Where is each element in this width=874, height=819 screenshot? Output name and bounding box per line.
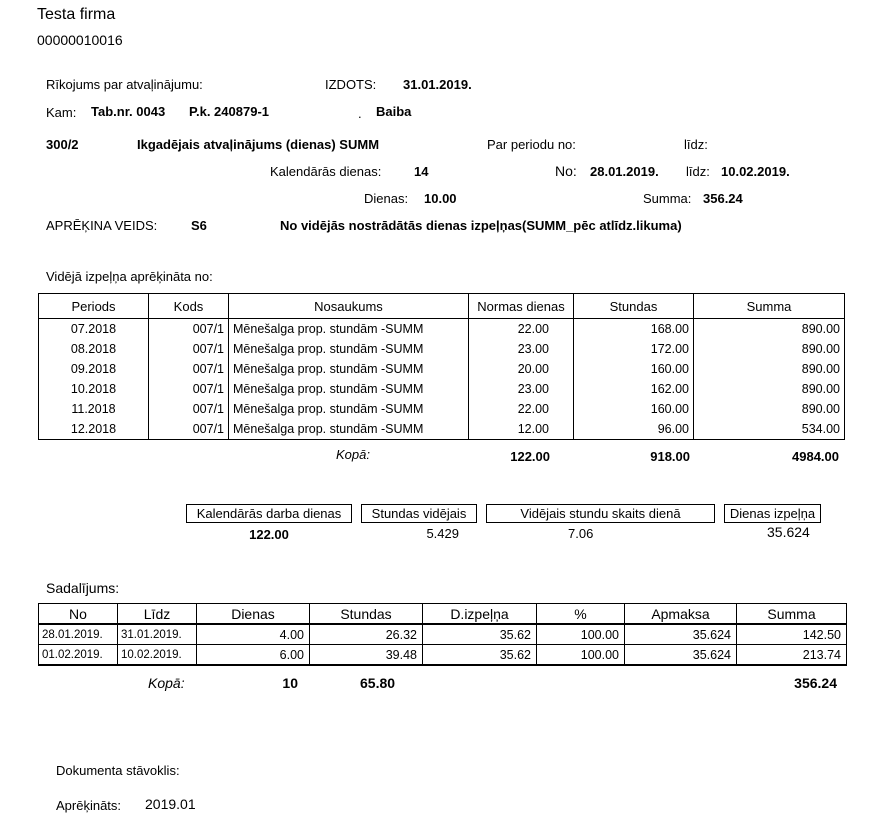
avg-hours-label: Stundas vidējais (361, 504, 477, 523)
avg-earnings-table (38, 293, 845, 440)
col-lidz: Līdz (118, 604, 197, 625)
row-hours: 168.00 (574, 319, 694, 340)
row-norm-days: 20.00 (469, 359, 574, 379)
order-label: Rīkojums par atvaļinājumu: (46, 77, 203, 92)
employee-name: Baiba (376, 104, 412, 119)
from-label: No: (555, 163, 577, 179)
row-hours: 160.00 (574, 359, 694, 379)
table-row (39, 624, 847, 645)
distribution-header (39, 604, 847, 625)
row-sum: 213.74 (737, 645, 847, 666)
calendar-work-days-label: Kalendārās darba dienas (186, 504, 352, 523)
until-date: 10.02.2019. (721, 164, 790, 179)
row-norm-days: 23.00 (469, 379, 574, 399)
row-name: Mēnešalga prop. stundām -SUMM (229, 379, 469, 399)
row-code: 007/1 (149, 319, 229, 340)
company-code: 00000010016 (37, 32, 123, 48)
row-period: 07.2018 (39, 319, 149, 340)
document-status-label: Dokumenta stāvoklis: (56, 763, 180, 778)
period-until-label: līdz: (684, 137, 708, 152)
avg-hours: 5.429 (426, 526, 459, 541)
row-norm-days: 22.00 (469, 319, 574, 340)
table-row (39, 399, 845, 419)
distribution-title: Sadalījums: (46, 580, 120, 596)
avg-total-days: 122.00 (510, 449, 550, 464)
avg-table-header (39, 294, 845, 319)
row-to: 31.01.2019. (118, 624, 197, 645)
row-daily-earnings: 35.62 (423, 624, 537, 645)
issued-label: IZDOTS: (325, 77, 377, 92)
row-norm-days: 12.00 (469, 419, 574, 440)
table-row (39, 419, 845, 440)
sum-label: Summa: (643, 191, 692, 206)
sum-value: 356.24 (703, 191, 743, 206)
row-hours: 39.48 (310, 645, 423, 666)
row-period: 09.2018 (39, 359, 149, 379)
col-periods: Periods (39, 294, 149, 319)
row-hours: 160.00 (574, 399, 694, 419)
table-row (39, 339, 845, 359)
row-daily-earnings: 35.62 (423, 645, 537, 666)
row-sum: 890.00 (694, 339, 845, 359)
leave-code: 300/2 (46, 137, 79, 152)
distribution-total-label: Kopā: (148, 675, 185, 691)
col-d-izpelna: D.izpeļņa (423, 604, 537, 625)
calc-description: No vidējās nostrādātās dienas izpeļņas(SUMM_pēc atlīdz.likuma) (280, 218, 682, 233)
col-nosaukums: Nosaukums (229, 294, 469, 319)
col-stundas: Stundas (310, 604, 423, 625)
row-name: Mēnešalga prop. stundām -SUMM (229, 319, 469, 340)
row-code: 007/1 (149, 399, 229, 419)
col-dienas: Dienas (197, 604, 310, 625)
row-percent: 100.00 (537, 645, 625, 666)
issued-date: 31.01.2019. (403, 77, 472, 92)
row-sum: 890.00 (694, 399, 845, 419)
row-sum: 890.00 (694, 359, 845, 379)
separator-dot: . (358, 106, 362, 121)
calendar-days: 14 (414, 164, 429, 179)
row-period: 11.2018 (39, 399, 149, 419)
distribution-total-hours: 65.80 (360, 675, 396, 691)
row-name: Mēnešalga prop. stundām -SUMM (229, 399, 469, 419)
row-code: 007/1 (149, 419, 229, 440)
row-period: 08.2018 (39, 339, 149, 359)
row-sum: 142.50 (737, 624, 847, 645)
row-code: 007/1 (149, 359, 229, 379)
tab-nr: Tab.nr. 0043 (91, 104, 166, 119)
row-hours: 172.00 (574, 339, 694, 359)
row-period: 12.2018 (39, 419, 149, 440)
row-to: 10.02.2019. (118, 645, 197, 666)
calc-code: S6 (191, 218, 207, 233)
row-from: 01.02.2019. (39, 645, 118, 666)
table-row (39, 379, 845, 399)
daily-earnings-label: Dienas izpeļņa (724, 504, 821, 523)
calendar-work-days: 122.00 (249, 527, 289, 542)
row-sum: 890.00 (694, 379, 845, 399)
row-days: 4.00 (197, 624, 310, 645)
row-sum: 534.00 (694, 419, 845, 440)
col-stundas: Stundas (574, 294, 694, 319)
calc-type-label: APRĒĶINA VEIDS: (46, 218, 158, 233)
col-summa: Summa (694, 294, 845, 319)
avg-hours-per-day-label: Vidējais stundu skaits dienā (486, 504, 715, 523)
distribution-table (38, 603, 847, 666)
row-payment: 35.624 (625, 624, 737, 645)
row-code: 007/1 (149, 379, 229, 399)
calculated-label: Aprēķināts: (56, 798, 122, 813)
row-period: 10.2018 (39, 379, 149, 399)
from-date: 28.01.2019. (590, 164, 659, 179)
row-hours: 96.00 (574, 419, 694, 440)
daily-earnings: 35.624 (767, 524, 810, 540)
avg-hours-per-day: 7.06 (568, 526, 594, 541)
distribution-total-days: 10 (282, 675, 298, 691)
row-days: 6.00 (197, 645, 310, 666)
days-label: Dienas: (364, 191, 409, 206)
row-name: Mēnešalga prop. stundām -SUMM (229, 359, 469, 379)
avg-total-sum: 4984.00 (792, 449, 839, 464)
row-payment: 35.624 (625, 645, 737, 666)
avg-title: Vidējā izpeļņa aprēķināta no: (46, 269, 213, 284)
col-no: No (39, 604, 118, 625)
calendar-days-label: Kalendārās dienas: (270, 164, 382, 179)
to-label: Kam: (46, 105, 77, 120)
row-name: Mēnešalga prop. stundām -SUMM (229, 339, 469, 359)
col-normas-dienas: Normas dienas (469, 294, 574, 319)
row-norm-days: 23.00 (469, 339, 574, 359)
row-name: Mēnešalga prop. stundām -SUMM (229, 419, 469, 440)
period-label: Par periodu no: (487, 137, 576, 152)
row-percent: 100.00 (537, 624, 625, 645)
row-sum: 890.00 (694, 319, 845, 340)
table-row (39, 319, 845, 340)
col-kods: Kods (149, 294, 229, 319)
row-from: 28.01.2019. (39, 624, 118, 645)
col-summa: Summa (737, 604, 847, 625)
row-code: 007/1 (149, 339, 229, 359)
table-row (39, 359, 845, 379)
leave-type: Ikgadējais atvaļinājums (dienas) SUMM (137, 137, 380, 152)
days-value: 10.00 (424, 191, 457, 206)
avg-total-label: Kopā: (336, 447, 370, 462)
calculated-value: 2019.01 (145, 796, 196, 812)
row-hours: 26.32 (310, 624, 423, 645)
personal-code: P.k. 240879-1 (189, 104, 269, 119)
col-percent: % (537, 604, 625, 625)
distribution-total-sum: 356.24 (794, 675, 837, 691)
row-hours: 162.00 (574, 379, 694, 399)
table-row (39, 645, 847, 666)
col-apmaksa: Apmaksa (625, 604, 737, 625)
avg-total-hours: 918.00 (650, 449, 690, 464)
until-label: līdz: (686, 164, 710, 179)
company-name: Testa firma (37, 6, 116, 23)
row-norm-days: 22.00 (469, 399, 574, 419)
